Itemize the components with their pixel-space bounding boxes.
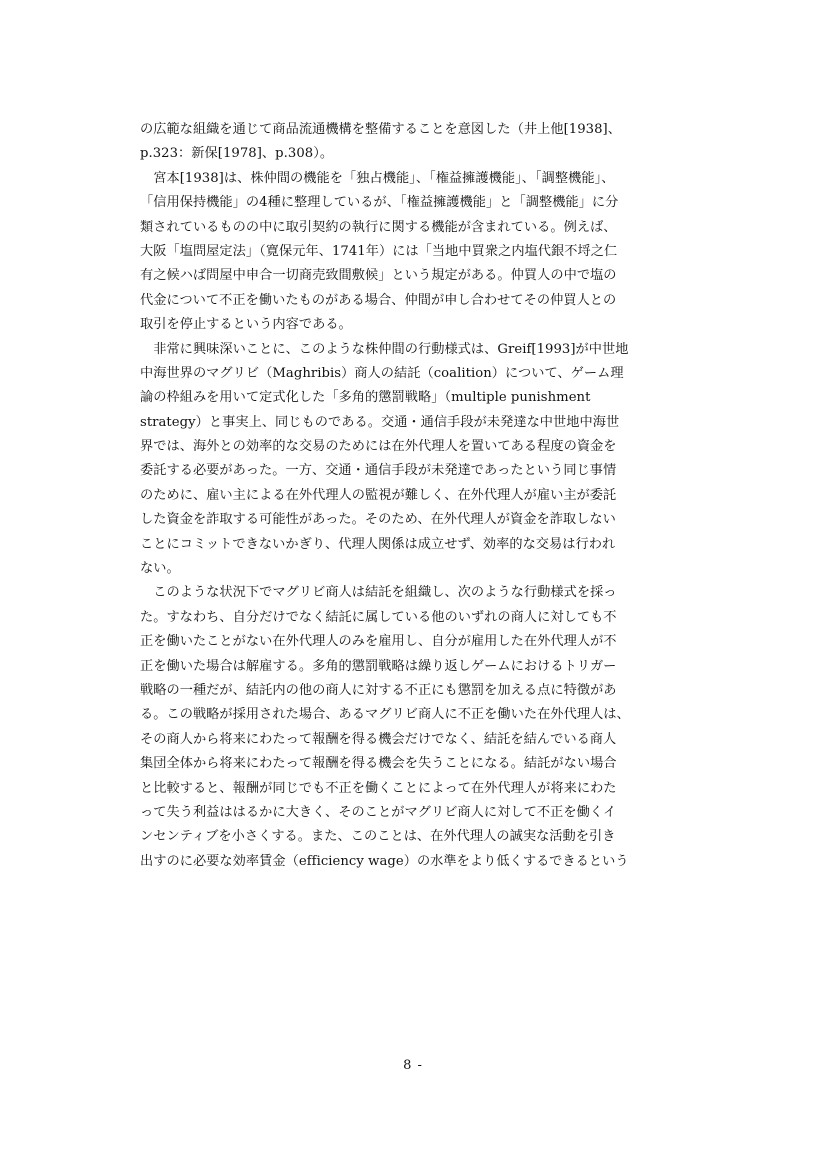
text-line: って失う利益ははるかに大きく、そのことがマグリビ商人に対して不正を働くイ bbox=[140, 804, 617, 820]
text-line: と比較すると、報酬が同じでも不正を働くことによって在外代理人が将来にわた bbox=[140, 780, 617, 796]
text-line: 論の枠組みを用いて定式化した「多角的懲罰戦略」（multiple punishment bbox=[140, 390, 591, 406]
text-line: 集団全体から将来にわたって報酬を得る機会を失うことになる。結託がない場合 bbox=[140, 756, 617, 772]
text-line: る。この戦略が採用された場合、あるマグリビ商人に不正を働いた在外代理人は、 bbox=[140, 707, 630, 723]
body-text bbox=[140, 118, 696, 874]
page-number: 8 - bbox=[403, 1058, 423, 1073]
text-line: このような状況下でマグリビ商人は結託を組織し、次のような行動様式を採っ bbox=[140, 585, 617, 601]
text-line: した資金を詐取する可能性があった。そのため、在外代理人が資金を詐取しない bbox=[140, 512, 616, 528]
text-line: 代金について不正を働いたものがある場合、仲間が申し合わせてその仲買人との bbox=[140, 292, 617, 308]
text-line: 非常に興味深いことに、このような株仲間の行動様式は、Greif[1993]が中世地 bbox=[140, 341, 629, 357]
text-line: p.323：新保[1978]、p.308）。 bbox=[140, 146, 334, 162]
text-line: 中海世界のマグリビ（Maghribis）商人の結託（coalition）について、ゲーム理 bbox=[140, 365, 624, 381]
text-line: strategy）と事実上、同じものである。交通・通信手段が未発達な中世地中海世 bbox=[140, 414, 620, 430]
text-line: 「信用保持機能」の4種に整理しているが、「権益擁護機能」と「調整機能」に分 bbox=[140, 195, 619, 211]
text-line: 取引を停止するという内容である。 bbox=[140, 317, 352, 333]
text-line: ンセンティブを小さくする。また、このことは、在外代理人の誠実な活動を引き bbox=[140, 829, 616, 845]
text-line: 出すのに必要な効率賃金（efficiency wage）の水準をより低くするできるという bbox=[140, 853, 629, 869]
text-line: 正を働いた場合は解雇する。多角的懲罰戦略は繰り返しゲームにおけるトリガー bbox=[140, 658, 617, 674]
text-line: た。すなわち、自分だけでなく結託に属している他のいずれの商人に対しても不 bbox=[140, 609, 617, 625]
text-line: 界では、海外との効率的な交易のためには在外代理人を置いてある程度の資金を bbox=[140, 439, 617, 455]
text-line: の広範な組織を通じて商品流通機構を整備することを意図した（井上他[1938]、 bbox=[140, 122, 621, 137]
text-line: のために、雇い主による在外代理人の監視が難しく、在外代理人が雇い主が委託 bbox=[140, 487, 617, 503]
text-line: 委託する必要があった。一方、交通・通信手段が未発達であったという同じ事情 bbox=[140, 463, 617, 479]
text-line: 宮本[1938]は、株仲間の機能を「独占機能」、「権益擁護機能」、「調整機能」、 bbox=[140, 170, 615, 186]
text-line: 正を働いたことがない在外代理人のみを雇用し、自分が雇用した在外代理人が不 bbox=[140, 634, 617, 650]
text-line: 大阪「塩問屋定法」（寛保元年、1741年）には「当地中買衆之内塩代銀不埒之仁 bbox=[140, 243, 618, 259]
text-line: その商人から将来にわたって報酬を得る機会だけでなく、結託を結んでいる商人 bbox=[140, 731, 617, 747]
text-line: ない。 bbox=[140, 561, 180, 577]
text-line: 戦略の一種だが、結託内の他の商人に対する不正にも懲罰を加える点に特徴があ bbox=[140, 682, 617, 698]
text-line: 有之候ハば問屋中申合一切商売致間敷候」という規定がある。仲買人の中で塩の bbox=[140, 268, 617, 284]
text-line: ことにコミットできないかぎり、代理人関係は成立せず、効率的な交易は行われ bbox=[140, 536, 616, 552]
text-line: 類されているものの中に取引契約の執行に関する機能が含まれている。例えば、 bbox=[140, 219, 617, 235]
